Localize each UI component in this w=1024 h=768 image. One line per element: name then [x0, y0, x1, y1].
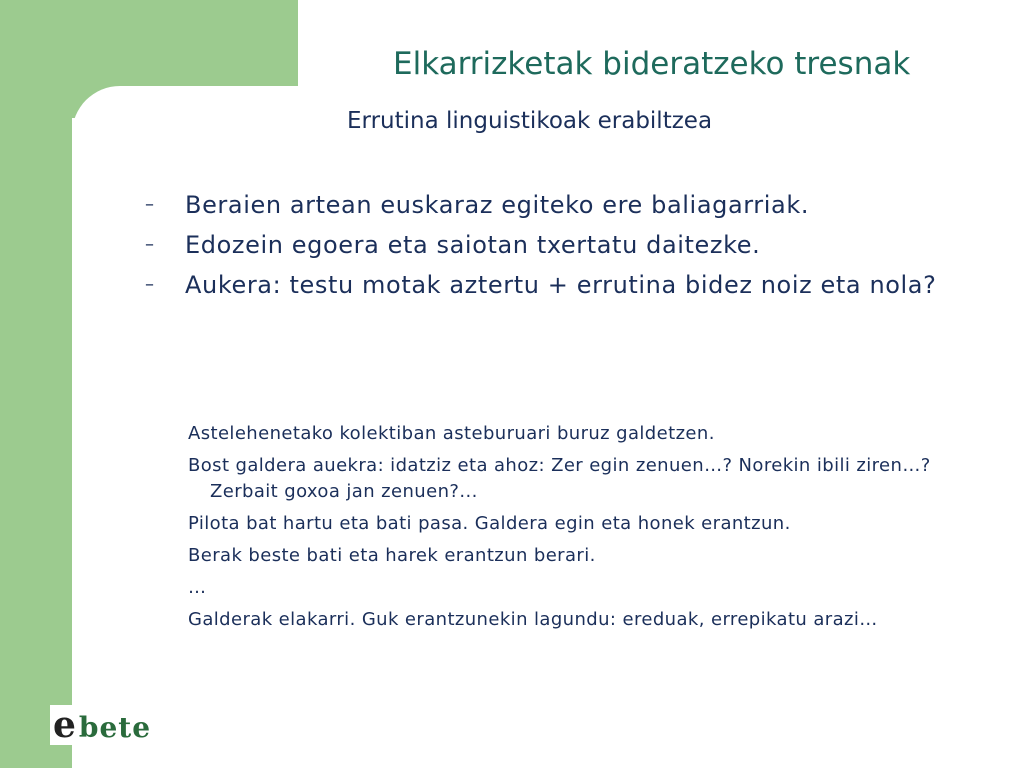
- note-item: Astelehenetako kolektiban asteburuari buruz galdetzen.: [188, 423, 715, 444]
- bullet-text: Beraien artean euskaraz egiteko ere baliagarriak.: [185, 191, 810, 219]
- logo-initial: e: [50, 705, 79, 745]
- ebete-logo: [50, 705, 151, 745]
- bullet-item: [145, 188, 945, 222]
- note-item: Berak beste bati eta harek erantzun berari.: [188, 545, 596, 566]
- logo-text: bete: [78, 711, 152, 744]
- example-notes-list: [188, 421, 948, 639]
- slide-title: Elkarrizketak bideratzeko tresnak: [393, 46, 911, 82]
- bullet-item: [145, 268, 945, 302]
- bullet-item: [145, 228, 945, 262]
- bullet-dash: –: [145, 274, 155, 295]
- note-item: Pilota bat hartu eta bati pasa. Galdera egin eta honek erantzun.: [188, 513, 791, 534]
- bullet-dash: –: [145, 194, 155, 215]
- note-item: Bost galdera auekra: idatziz eta ahoz: Zer egin zenuen…? Norekin ibili ziren…? Zerbait goxoa jan zenuen?...: [188, 455, 931, 502]
- slide-subtitle: Errutina linguistikoak erabiltzea: [347, 108, 713, 134]
- bullet-dash: –: [145, 234, 155, 255]
- note-item: Galderak elakarri. Guk erantzunekin lagundu: ereduak, errepikatu arazi…: [188, 609, 878, 630]
- bullet-text: Aukera: testu motak aztertu + errutina bidez noiz eta nola?: [185, 271, 937, 299]
- main-bullet-list: [145, 188, 945, 308]
- bullet-text: Edozein egoera eta saiotan txertatu daitezke.: [185, 231, 761, 259]
- note-item: …: [188, 577, 207, 598]
